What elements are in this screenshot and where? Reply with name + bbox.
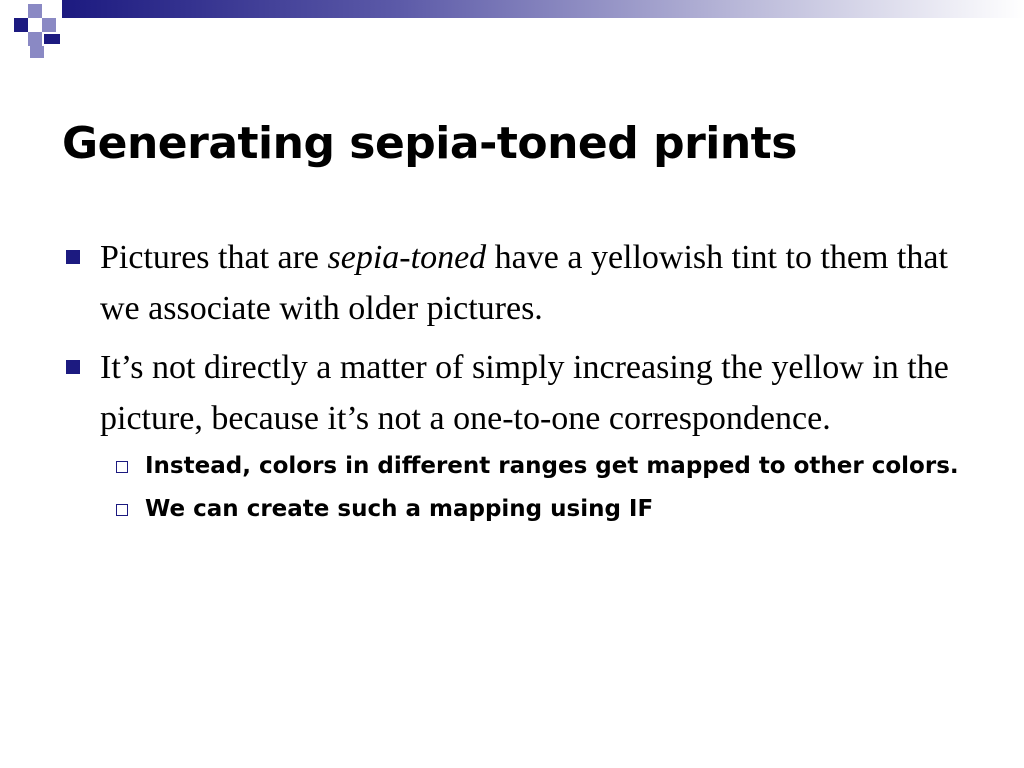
- bullet-text: It’s not directly a matter of simply increasing the yellow in the picture, because it’s not a one-to-one correspondence.: [100, 349, 949, 437]
- filled-square-icon: [66, 250, 80, 264]
- slide-title: Generating sepia-toned prints: [62, 118, 797, 169]
- subbullet-text: We can create such a mapping using IF: [145, 496, 654, 522]
- deco-square-light: [28, 32, 42, 46]
- bullet-text: Pictures that are sepia-toned have a yellowish tint to them that we associate with older pictures.: [100, 239, 948, 327]
- header-decoration: [0, 0, 1024, 70]
- bullet-list: [64, 232, 964, 536]
- subbullet-item: [100, 450, 964, 483]
- filled-square-icon: [66, 360, 80, 374]
- subbullet-text: Instead, colors in different ranges get mapped to other colors.: [145, 453, 959, 479]
- bullet-item: [64, 232, 964, 334]
- deco-square-light: [28, 4, 42, 18]
- deco-square-light: [30, 46, 44, 58]
- hollow-square-icon: [116, 461, 128, 473]
- subbullet-list: [100, 450, 964, 526]
- deco-square-dark: [14, 18, 28, 32]
- bullet-item: [64, 342, 964, 526]
- deco-square-light: [42, 18, 56, 32]
- emphasis-text: sepia-toned: [327, 239, 487, 276]
- hollow-square-icon: [116, 504, 128, 516]
- deco-square-dark: [44, 34, 60, 44]
- header-gradient-band: [62, 0, 1024, 18]
- subbullet-item: [100, 493, 964, 526]
